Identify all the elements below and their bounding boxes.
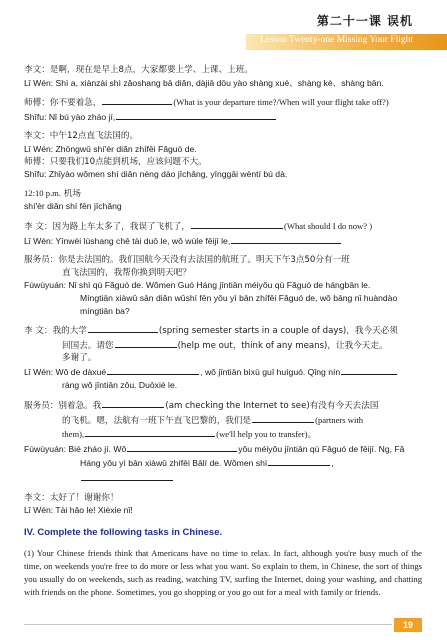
- dialogue-line-pinyin: [24, 365, 414, 380]
- dialogue-text: 李 文：因为路上车太多了，我误了飞机了，: [24, 221, 191, 232]
- answer-blank[interactable]: [81, 471, 173, 481]
- dialogue-line-pinyin: ràng wǒ jīntiān zǒu. Duōxiè le.: [62, 380, 178, 391]
- english-hint: (am checking the Internet to see)有没有今天去法国: [165, 401, 379, 412]
- dialogue-text: yǒu méiyǒu jīntiān qù Fǎguó de fēijī. Ng, Fǎ: [238, 443, 405, 454]
- answer-blank[interactable]: [102, 95, 172, 105]
- dialogue-line-pinyin: Shīfu: Zhǐyào wǒmen shí diǎn néng dào jīchǎng, yīnggāi wèntí bú dà.: [24, 169, 288, 180]
- dialogue-line-cn: [24, 427, 414, 442]
- dialogue-text: Shīfu: Nǐ bú yào zháo jí,: [24, 111, 116, 122]
- lesson-title-en: Lesson Twenty-one Missing Your Flight: [259, 35, 413, 45]
- dialogue-line-pinyin: Míngtiān xiàwǔ sān diǎn wǔshí fēn yǒu yì bān zhífēi Fǎguó de, wǒ bāng nǐ huàndào: [80, 292, 398, 303]
- dialogue-line-pinyin: Lǐ Wén: Tài hǎo le! Xièxie nǐ!: [24, 505, 133, 516]
- dialogue-line-cn: [24, 413, 414, 428]
- task-paragraph: (1) Your Chinese friends think that Americans have no time to relax. In fact, although you're busy much of the time, on weekends you're free to do more or less what you want. So explain to them, in Chinese, the sort of things you usually do on weekends, such as reading, watching TV, surfing the Internet, doing your washing, and chatting with friends on the phone. Sometimes, you go shopping or you go out for a meal with family or friends.: [24, 548, 422, 597]
- section-title: IV. Complete the following tasks in Chinese.: [24, 526, 223, 538]
- dialogue-line-cn: 李文：是啊，现在是早上8点，大家都要上学、上课、上班。: [24, 65, 253, 75]
- dialogue-line-cn: [24, 398, 414, 413]
- dialogue-text: 回国去。请您: [62, 340, 114, 351]
- scene-heading: [24, 187, 414, 201]
- english-hint: them),: [62, 429, 85, 440]
- footer-rule: [24, 624, 392, 625]
- dialogue-line-cn: [24, 219, 414, 234]
- dialogue-line-cn: 多谢了。: [62, 353, 97, 364]
- english-hint: (help me out，think of any means)，让我今天走。: [177, 340, 388, 351]
- dialogue-text: Fúwùyuán: Bié zháo jí. Wǒ: [24, 443, 127, 454]
- english-hint: (What should I do now? ): [284, 220, 373, 231]
- dialogue-line-pinyin: Lǐ Wén: Zhōngwǔ shí'èr diǎn zhífēi Fǎguó de.: [24, 143, 197, 154]
- dialogue-line-pinyin: [24, 456, 414, 471]
- dialogue-text: ,: [331, 458, 334, 469]
- page-number: 19: [394, 618, 422, 632]
- dialogue-line-pinyin: Lǐ Wén: Shì a, xiànzài shì zǎoshang bā diǎn, dàjiā dōu yào shàng xué、shàng kè、shàng bān.: [24, 77, 384, 88]
- dialogue-line-cn: 师傅：只要我们10点能到机场，应该问题不大。: [24, 156, 207, 167]
- lesson-title-cn: 第二十一课 误机: [316, 14, 413, 28]
- answer-blank[interactable]: [85, 427, 215, 437]
- page-header: [0, 0, 447, 52]
- scene-place: 机场: [63, 188, 81, 199]
- answer-blank[interactable]: [127, 442, 237, 452]
- dialogue-line-cn: 直飞法国的，我帮你换到明天吧？: [62, 267, 191, 278]
- dialogue-line-cn: [24, 95, 414, 110]
- dialogue-line-pinyin: [24, 471, 414, 486]
- dialogue-line-pinyin: [24, 442, 414, 457]
- dialogue-line-cn: 服务员：你是去法国的。我们国航今天没有去法国的航班了。明天下午3点50分有一班: [24, 255, 350, 266]
- answer-blank[interactable]: [231, 234, 341, 244]
- answer-blank[interactable]: [341, 365, 397, 375]
- scene-time: 12:10 p.m.: [24, 187, 62, 198]
- scene-pinyin: shí'èr diǎn shí fēn jīchǎng: [24, 201, 122, 212]
- dialogue-text: 师傅：你不要着急，: [24, 98, 102, 109]
- dialogue-text: 服务员：别着急。我: [24, 401, 102, 412]
- lesson-title-bar: [246, 34, 447, 50]
- answer-blank[interactable]: [115, 338, 177, 348]
- answer-blank[interactable]: [116, 110, 276, 120]
- answer-blank[interactable]: [107, 365, 199, 375]
- dialogue-text: Háng yǒu yì bān xiàwǔ zhífēi Bālí de. Wǒmen shì: [80, 458, 268, 469]
- dialogue-text: Lǐ Wén: Wǒ de dàxué: [24, 366, 107, 377]
- dialogue-text: Lǐ Wén: Yīnwèi lùshang chē tài duō le, wǒ wùle fēijī le,: [24, 235, 231, 246]
- english-hint: (partners with: [315, 414, 364, 425]
- dialogue-line-cn: [24, 338, 414, 353]
- english-hint: (spring semester starts in a couple of days)，我今天必须: [158, 326, 398, 337]
- dialogue-text: 李 文：我的大学: [24, 326, 87, 337]
- dialogue-line-pinyin: [24, 234, 414, 249]
- dialogue-line-pinyin: Fúwùyuán: Nǐ shì qù Fǎguó de. Wǒmen Guó Háng jīntiān méiyǒu qù Fǎguó de hángbān le.: [24, 280, 371, 291]
- dialogue-line-cn: [24, 323, 414, 338]
- exercise-content: [24, 64, 422, 599]
- dialogue-line-cn: 李文：太好了！谢谢你！: [24, 492, 119, 503]
- answer-blank[interactable]: [268, 456, 330, 466]
- english-hint: (What is your departure time?/When will your flight take off?): [173, 97, 389, 108]
- dialogue-text: , wǒ jīntiān bìxū guī huíguó. Qǐng nín: [200, 366, 341, 377]
- english-hint: (we'll help you to transfer)。: [216, 429, 317, 440]
- dialogue-line-pinyin: míngtiān ba?: [80, 305, 130, 316]
- answer-blank[interactable]: [191, 219, 283, 229]
- answer-blank[interactable]: [102, 398, 164, 408]
- dialogue-line-cn: 李文：中午12点直飞法国的。: [24, 131, 139, 142]
- answer-blank[interactable]: [252, 413, 314, 423]
- dialogue-line-pinyin: [24, 110, 414, 125]
- dialogue-text: 的飞机。嗯，法航有一班下午直飞巴黎的，我们是: [62, 415, 252, 426]
- answer-blank[interactable]: [88, 323, 158, 333]
